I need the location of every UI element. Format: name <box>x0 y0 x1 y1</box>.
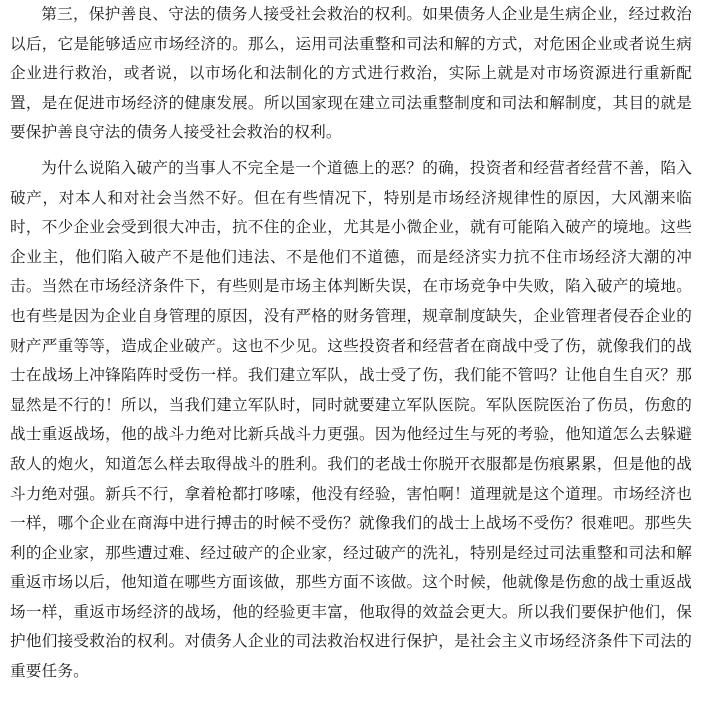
paragraph-debtor-rights: 第三，保护善良、守法的债务人接受社会救治的权利。如果债务人企业是生病企业，经过救治以后，它是能够适应市场经济的。那么，运用司法重整和司法和解的方式，对危困企业或者说生病企业进行救治，或者说，以市场化和法制化的方式进行救治，实际上就是对市场资源进行重新配置，是在促进市场经济的健康发展。所以国家现在建立司法重整制度和司法和解制度，其目的就是要保护善良守法的债务人接受社会救治的权利。 <box>10 5 692 142</box>
paragraph-bankruptcy-morality: 为什么说陷入破产的当事人不完全是一个道德上的恶？的确，投资者和经营者经营不善，陷入破产，对本人和对社会当然不好。但在有些情况下，特别是市场经济规律性的原因，大风潮来临时，不少企业会受到很大冲击，抗不住的企业，尤其是小微企业，就有可能陷入破产的境地。这些企业主，他们陷入破产不是他们违法、不是他们不道德，而是经济实力抗不住市场经济大潮的冲击。当然在市场经济条件下，有些则是市场主体判断失误，在市场竞争中失败，陷入破产的境地。也有些是因为企业自身管理的原因，没有严格的财务管理，规章制度缺失，企业管理者侵吞企业的财产严重等等，造成企业破产。这也不少见。这些投资者和经营者在商战中受了伤，就像我们的战士在战场上冲锋陷阵时受伤一样。我们建立军队，战士受了伤，我们能不管吗？让他自生自灭？那显然是不行的！所以，当我们建立军队时，同时就要建立军队医院。军队医院医治了伤员，伤愈的战士重返战场，他的战斗力绝对比新兵战斗力更强。因为他经过生与死的考验，他知道怎么去躲避敌人的炮火，知道怎么样去取得战斗的胜利。我们的老战士你脱开衣服都是伤痕累累，但是他的战斗力绝对强。新兵不行，拿着枪都打哆嗦，他没有经验，害怕啊！道理就是这个道理。市场经济也一样，哪个企业在商海中进行搏击的时候不受伤？就像我们的战士上战场不受伤？很难吧。那些失利的企业家，那些遭过难、经过破产的企业家，经过破产的洗礼，特别是经过司法重整和司法和解重返市场以后，他知道在哪些方面该做，那些方面不该做。这个时候，他就像是伤愈的战士重返战场一样，重返市场经济的战场，他的经验更丰富，他取得的效益会更大。所以我们要保护他们，保护他们接受救治的权利。对债务人企业的司法救治权进行保护，是社会主义市场经济条件下司法的重要任务。 <box>10 158 692 681</box>
document-body <box>10 0 692 687</box>
